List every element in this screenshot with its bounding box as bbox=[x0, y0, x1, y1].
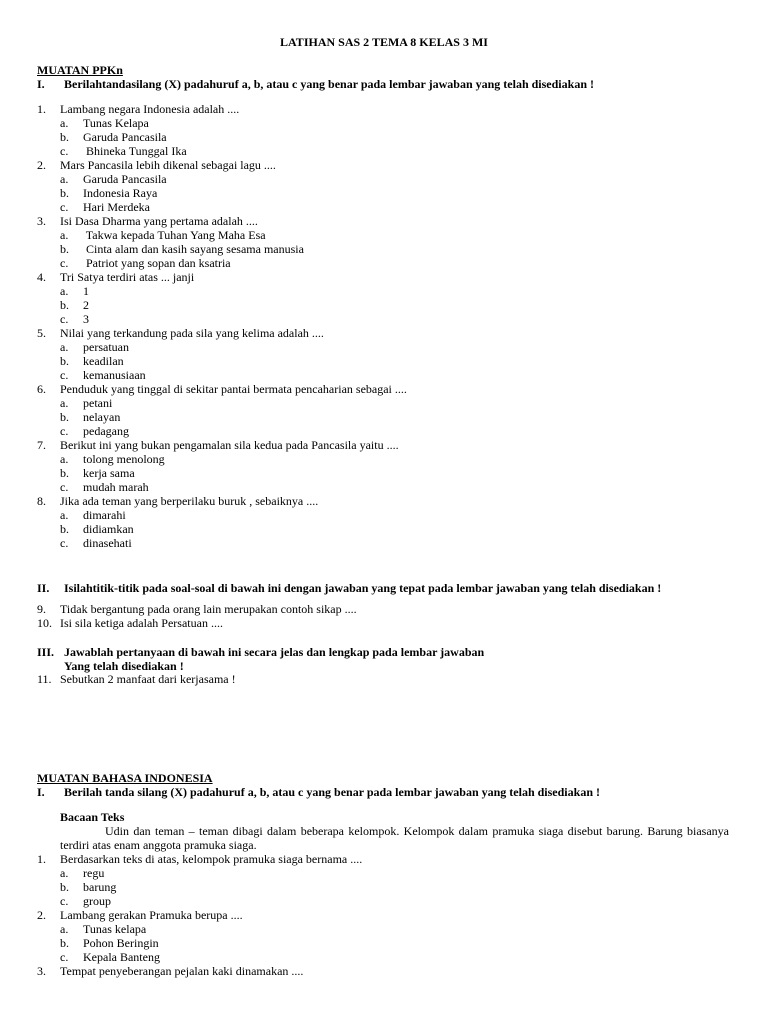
answer-option bbox=[37, 144, 407, 158]
question-item bbox=[37, 382, 407, 396]
option-letter: c. bbox=[60, 312, 69, 326]
bindo-section1-instruction bbox=[37, 785, 600, 800]
document-title: LATIHAN SAS 2 TEMA 8 KELAS 3 MI bbox=[280, 35, 488, 49]
answer-option bbox=[37, 536, 407, 550]
option-letter: a. bbox=[60, 508, 69, 522]
question-number: 1. bbox=[37, 852, 46, 866]
answer-option bbox=[37, 368, 407, 382]
question-number: 8. bbox=[37, 494, 46, 508]
option-text: Garuda Pancasila bbox=[83, 130, 167, 144]
answer-option bbox=[37, 950, 362, 964]
question-text: Tri Satya terdiri atas ... janji bbox=[60, 270, 195, 284]
question-item bbox=[37, 602, 357, 616]
option-text: petani bbox=[83, 396, 113, 410]
option-letter: b. bbox=[60, 130, 69, 144]
question-item bbox=[37, 964, 362, 978]
answer-option bbox=[37, 508, 407, 522]
option-letter: c. bbox=[60, 368, 69, 382]
question-text: Berikut ini yang bukan pengamalan sila kedua pada Pancasila yaitu .... bbox=[60, 438, 399, 452]
question-item bbox=[37, 102, 407, 116]
roman-numeral: II. bbox=[37, 581, 50, 595]
answer-option bbox=[37, 186, 407, 200]
ppkn-question-list bbox=[37, 102, 407, 550]
option-letter: a. bbox=[60, 866, 69, 880]
question-number: 2. bbox=[37, 158, 46, 172]
question-number: 7. bbox=[37, 438, 46, 452]
question-text: Lambang gerakan Pramuka berupa .... bbox=[60, 908, 243, 922]
question-text: Berdasarkan teks di atas, kelompok pramuka siaga bernama .... bbox=[60, 852, 363, 866]
option-letter: a. bbox=[60, 340, 69, 354]
option-letter: a. bbox=[60, 396, 69, 410]
option-letter: b. bbox=[60, 936, 69, 950]
option-text: mudah marah bbox=[83, 480, 149, 494]
question-item bbox=[37, 672, 236, 686]
ppkn-section3-instruction bbox=[37, 645, 484, 660]
instruction-text: Isilahtitik-titik pada soal-soal di bawah ini dengan jawaban yang tepat pada lembar jawaban yang telah disediakan ! bbox=[64, 581, 662, 595]
option-text: Garuda Pancasila bbox=[83, 172, 167, 186]
question-number: 5. bbox=[37, 326, 46, 340]
question-number: 3. bbox=[37, 964, 46, 978]
question-item bbox=[37, 158, 407, 172]
option-letter: c. bbox=[60, 950, 69, 964]
instruction-text: Yang telah disediakan ! bbox=[64, 659, 184, 673]
answer-option bbox=[37, 200, 407, 214]
answer-option bbox=[37, 922, 362, 936]
option-letter: a. bbox=[60, 172, 69, 186]
option-text: 3 bbox=[83, 312, 89, 326]
question-text: Lambang negara Indonesia adalah .... bbox=[60, 102, 240, 116]
option-text: regu bbox=[83, 866, 105, 880]
option-letter: c. bbox=[60, 536, 69, 550]
option-text: dimarahi bbox=[83, 508, 126, 522]
answer-option bbox=[37, 312, 407, 326]
question-text: Jika ada teman yang berperilaku buruk , sebaiknya .... bbox=[60, 494, 319, 508]
question-text: Tempat penyeberangan pejalan kaki dinamakan .... bbox=[60, 964, 304, 978]
option-letter: c. bbox=[60, 256, 69, 270]
option-letter: b. bbox=[60, 298, 69, 312]
question-item bbox=[37, 438, 407, 452]
answer-option bbox=[37, 242, 407, 256]
answer-option bbox=[37, 424, 407, 438]
answer-option bbox=[37, 256, 407, 270]
option-text: kemanusiaan bbox=[83, 368, 146, 382]
answer-option bbox=[37, 172, 407, 186]
answer-option bbox=[37, 396, 407, 410]
option-text: kerja sama bbox=[83, 466, 135, 480]
question-item bbox=[37, 326, 407, 340]
question-number: 10. bbox=[37, 616, 52, 630]
option-text: Pohon Beringin bbox=[83, 936, 159, 950]
answer-option bbox=[37, 480, 407, 494]
answer-option bbox=[37, 228, 407, 242]
instruction-text: Berilahtandasilang (X) padahuruf a, b, atau c yang benar pada lembar jawaban yang telah disediakan ! bbox=[64, 77, 594, 91]
option-letter: a. bbox=[60, 116, 69, 130]
ppkn-fill-list bbox=[37, 602, 357, 630]
question-number: 2. bbox=[37, 908, 46, 922]
answer-option bbox=[37, 410, 407, 424]
roman-numeral: I. bbox=[37, 77, 45, 91]
option-text: dinasehati bbox=[83, 536, 132, 550]
option-letter: b. bbox=[60, 880, 69, 894]
ppkn-section2-instruction bbox=[37, 581, 661, 596]
question-item bbox=[37, 908, 362, 922]
option-text: barung bbox=[83, 880, 117, 894]
answer-option bbox=[37, 894, 362, 908]
answer-option bbox=[37, 298, 407, 312]
reading-text: Udin dan teman – teman dibagi dalam beberapa kelompok. Kelompok dalam pramuka siaga disebut barung. Barung biasanya terdiri atas enam anggota pramuka siaga. bbox=[60, 824, 729, 852]
question-text: Penduduk yang tinggal di sekitar pantai bermata pencaharian sebagai .... bbox=[60, 382, 407, 396]
option-text: Indonesia Raya bbox=[83, 186, 158, 200]
option-text: Cinta alam dan kasih sayang sesama manusia bbox=[83, 242, 304, 256]
bindo-heading: MUATAN BAHASA INDONESIA bbox=[37, 771, 213, 785]
answer-option bbox=[37, 880, 362, 894]
question-item bbox=[37, 214, 407, 228]
option-text: Kepala Banteng bbox=[83, 950, 160, 964]
option-letter: c. bbox=[60, 200, 69, 214]
question-text: Tidak bergantung pada orang lain merupakan contoh sikap .... bbox=[60, 602, 357, 616]
option-letter: a. bbox=[60, 922, 69, 936]
answer-option bbox=[37, 284, 407, 298]
question-item bbox=[37, 616, 357, 630]
option-text: tolong menolong bbox=[83, 452, 165, 466]
option-letter: a. bbox=[60, 452, 69, 466]
option-text: pedagang bbox=[83, 424, 129, 438]
option-text: group bbox=[83, 894, 111, 908]
question-item bbox=[37, 852, 362, 866]
option-letter: b. bbox=[60, 522, 69, 536]
option-text: persatuan bbox=[83, 340, 129, 354]
roman-numeral: III. bbox=[37, 645, 55, 659]
question-number: 9. bbox=[37, 602, 46, 616]
option-text: 1 bbox=[83, 284, 89, 298]
option-letter: b. bbox=[60, 186, 69, 200]
answer-option bbox=[37, 354, 407, 368]
option-text: Takwa kepada Tuhan Yang Maha Esa bbox=[83, 228, 266, 242]
question-text: Nilai yang terkandung pada sila yang kelima adalah .... bbox=[60, 326, 324, 340]
answer-option bbox=[37, 116, 407, 130]
question-number: 6. bbox=[37, 382, 46, 396]
option-letter: b. bbox=[60, 410, 69, 424]
question-text: Isi sila ketiga adalah Persatuan .... bbox=[60, 616, 223, 630]
roman-numeral: I. bbox=[37, 785, 45, 799]
answer-option bbox=[37, 522, 407, 536]
bindo-question-list bbox=[37, 852, 362, 978]
question-item bbox=[37, 270, 407, 284]
option-letter: a. bbox=[60, 284, 69, 298]
option-letter: b. bbox=[60, 242, 69, 256]
question-text: Mars Pancasila lebih dikenal sebagai lagu .... bbox=[60, 158, 276, 172]
option-letter: c. bbox=[60, 424, 69, 438]
option-text: Bhineka Tunggal Ika bbox=[83, 144, 187, 158]
answer-option bbox=[37, 452, 407, 466]
option-text: Patriot yang sopan dan ksatria bbox=[83, 256, 231, 270]
option-text: Hari Merdeka bbox=[83, 200, 150, 214]
answer-option bbox=[37, 130, 407, 144]
question-item bbox=[37, 494, 407, 508]
option-letter: a. bbox=[60, 228, 69, 242]
option-text: Tunas Kelapa bbox=[83, 116, 149, 130]
ppkn-essay-list bbox=[37, 672, 236, 686]
ppkn-heading: MUATAN PPKn bbox=[37, 63, 123, 77]
option-text: nelayan bbox=[83, 410, 121, 424]
instruction-text: Berilah tanda silang (X) padahuruf a, b, atau c yang benar pada lembar jawaban yang telah disediakan ! bbox=[64, 785, 600, 799]
option-letter: c. bbox=[60, 480, 69, 494]
option-letter: c. bbox=[60, 894, 69, 908]
question-text: Sebutkan 2 manfaat dari kerjasama ! bbox=[60, 672, 236, 686]
answer-option bbox=[37, 936, 362, 950]
option-letter: b. bbox=[60, 466, 69, 480]
option-text: 2 bbox=[83, 298, 89, 312]
question-number: 11. bbox=[37, 672, 52, 686]
reading-title: Bacaan Teks bbox=[60, 810, 125, 824]
question-number: 1. bbox=[37, 102, 46, 116]
option-text: Tunas kelapa bbox=[83, 922, 147, 936]
option-letter: c. bbox=[60, 144, 69, 158]
ppkn-section1-instruction bbox=[37, 77, 594, 92]
option-text: keadilan bbox=[83, 354, 124, 368]
option-letter: b. bbox=[60, 354, 69, 368]
answer-option bbox=[37, 340, 407, 354]
answer-option bbox=[37, 866, 362, 880]
option-text: didiamkan bbox=[83, 522, 134, 536]
question-number: 4. bbox=[37, 270, 46, 284]
question-text: Isi Dasa Dharma yang pertama adalah .... bbox=[60, 214, 258, 228]
instruction-text: Jawablah pertanyaan di bawah ini secara jelas dan lengkap pada lembar jawaban bbox=[64, 645, 485, 659]
question-number: 3. bbox=[37, 214, 46, 228]
answer-option bbox=[37, 466, 407, 480]
